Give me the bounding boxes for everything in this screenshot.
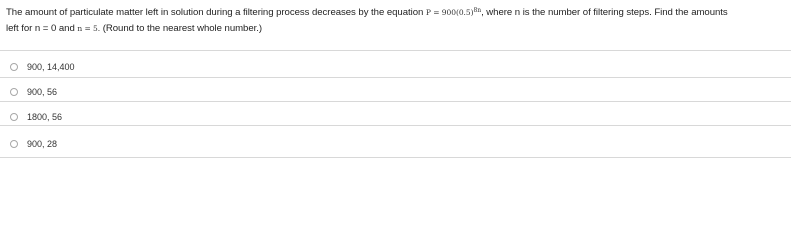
- variable-n-5: n = 5.: [77, 24, 101, 33]
- equation-base: P = 900(0.5): [425, 8, 474, 17]
- answer-option-label: 900, 56: [27, 87, 58, 97]
- equation: [426, 8, 481, 17]
- radio-button-icon[interactable]: [10, 63, 18, 71]
- equation-exponent: 8n: [473, 7, 482, 14]
- divider: [0, 125, 791, 126]
- answer-option-label: 900, 28: [27, 139, 58, 149]
- divider: [0, 157, 791, 158]
- question-line2-and: and: [58, 23, 75, 34]
- question-line-1: [6, 3, 788, 21]
- question-line1-prefix: The amount of particulate matter left in solution during a filtering process decreases by the equation: [6, 7, 424, 18]
- question-line2-prefix: left for: [6, 23, 33, 34]
- radio-button-icon[interactable]: [10, 140, 18, 148]
- variable-n-0: n = 0: [34, 23, 57, 34]
- question-line2-suffix: (Round to the nearest whole number.): [102, 23, 262, 34]
- divider: [0, 77, 791, 78]
- divider: [0, 50, 791, 51]
- answer-option-label: 1800, 56: [27, 112, 63, 122]
- question-text: [6, 3, 788, 37]
- answer-option-a[interactable]: [10, 59, 75, 75]
- answer-option-d[interactable]: [10, 136, 57, 152]
- question-line1-suffix: , where n is the number of filtering steps. Find the amounts: [481, 7, 728, 18]
- answer-option-b[interactable]: [10, 84, 57, 100]
- radio-button-icon[interactable]: [10, 88, 18, 96]
- answer-option-c[interactable]: [10, 109, 62, 125]
- radio-button-icon[interactable]: [10, 113, 18, 121]
- answer-option-label: 900, 14,400: [27, 62, 75, 72]
- question-line-2: [6, 21, 788, 37]
- divider: [0, 101, 791, 102]
